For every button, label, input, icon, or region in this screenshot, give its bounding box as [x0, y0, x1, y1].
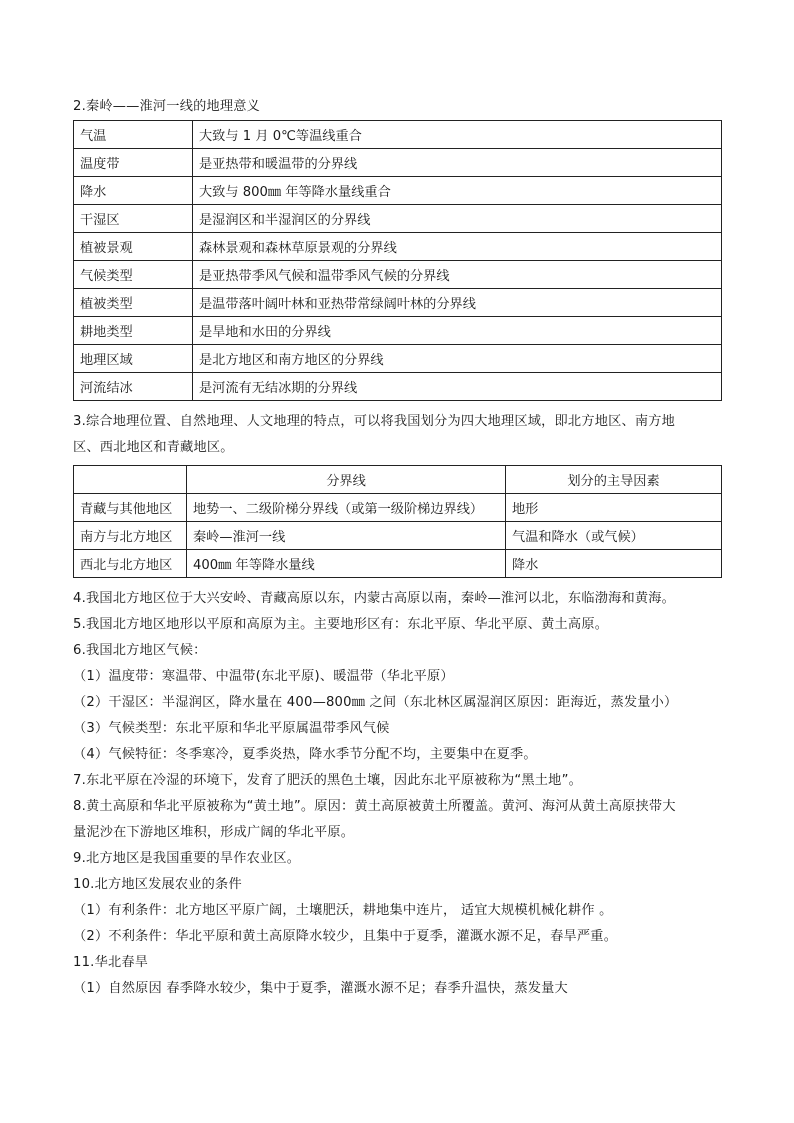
- table-cell: 西北与北方地区: [74, 550, 187, 578]
- paragraph-3-line-1: 3.综合地理位置、自然地理、人文地理的特点，可以将我国划分为四大地理区域，即北方地区、南方地: [73, 414, 676, 429]
- table-cell: 气候类型: [74, 261, 193, 289]
- text-line: 8.黄土高原和华北平原被称为“黄土地”。原因：黄土高原被黄土所覆盖。黄河、海河从黄土高原挟带大: [73, 799, 676, 814]
- text-line: 10.北方地区发展农业的条件: [73, 877, 242, 892]
- table-cell: 森林景观和森林草原景观的分界线: [193, 233, 722, 261]
- table-cell: 地势一、二级阶梯分界线（或第一级阶梯边界线）: [187, 494, 506, 522]
- text-line: （1）有利条件：北方地区平原广阔，土壤肥沃，耕地集中连片， 适宜大规模机械化耕作 。: [73, 903, 613, 918]
- table-cell: 干湿区: [74, 205, 193, 233]
- table-cell: 温度带: [74, 149, 193, 177]
- table-row: [74, 205, 722, 233]
- table-cell: 是亚热带和暖温带的分界线: [193, 149, 722, 177]
- table-row: [74, 233, 722, 261]
- table-row: [74, 289, 722, 317]
- table-cell: 气温和降水（或气候）: [506, 522, 722, 550]
- body-text: [73, 586, 723, 1002]
- table-cell: 是温带落叶阔叶林和亚热带常绿阔叶林的分界线: [193, 289, 722, 317]
- regional-boundary-table: [73, 465, 722, 578]
- table-row: [74, 317, 722, 345]
- table-cell: 地理区域: [74, 345, 193, 373]
- table-row: [74, 494, 722, 522]
- table-cell: 耕地类型: [74, 317, 193, 345]
- table-cell: 大致与 800㎜ 年等降水量线重合: [193, 177, 722, 205]
- table-cell: 秦岭—淮河一线: [187, 522, 506, 550]
- table-header-cell: 划分的主导因素: [506, 466, 722, 494]
- table-cell: 河流结冰: [74, 373, 193, 401]
- table-cell: 是亚热带季风气候和温带季风气候的分界线: [193, 261, 722, 289]
- table-row: [74, 550, 722, 578]
- table-cell: 降水: [506, 550, 722, 578]
- text-line: （3）气候类型：东北平原和华北平原属温带季风气候: [73, 721, 390, 736]
- table-cell: 是河流有无结冰期的分界线: [193, 373, 722, 401]
- table-row: [74, 522, 722, 550]
- text-line: （2）不利条件：华北平原和黄土高原降水较少，且集中于夏季，灌溉水源不足，春旱严重。: [73, 929, 618, 944]
- text-line: （2）干湿区：半湿润区，降水量在 400—800㎜ 之间（东北林区属湿润区原因：距海近，蒸发量小）: [73, 695, 678, 710]
- table-cell: 400㎜ 年等降水量线: [187, 550, 506, 578]
- text-line: 9.北方地区是我国重要的旱作农业区。: [73, 851, 301, 866]
- table-header-cell: 分界线: [187, 466, 506, 494]
- paragraph-3-line-2: 区、西北地区和青藏地区。: [73, 440, 234, 455]
- table-cell: 植被景观: [74, 233, 193, 261]
- document-page: [73, 94, 723, 1002]
- table-cell: 南方与北方地区: [74, 522, 187, 550]
- text-line: 4.我国北方地区位于大兴安岭、青藏高原以东，内蒙古高原以南，秦岭—淮河以北，东临渤海和黄海。: [73, 591, 676, 606]
- text-line: （1）自然原因 春季降水较少，集中于夏季，灌溉水源不足；春季升温快，蒸发量大: [73, 981, 568, 996]
- table-header-row: [74, 466, 722, 494]
- section-heading-2: 2.秦岭——淮河一线的地理意义: [73, 99, 261, 114]
- table-cell: 大致与 1 月 0℃等温线重合: [193, 121, 722, 149]
- table-row: [74, 373, 722, 401]
- text-line: 5.我国北方地区地形以平原和高原为主。主要地形区有：东北平原、华北平原、黄土高原。: [73, 617, 609, 632]
- table-row: [74, 121, 722, 149]
- table-header-cell: [74, 466, 187, 494]
- qinling-huaihe-significance-table: [73, 120, 722, 401]
- text-line: 11.华北春旱: [73, 955, 149, 970]
- table-row: [74, 149, 722, 177]
- table-row: [74, 177, 722, 205]
- table-cell: 是旱地和水田的分界线: [193, 317, 722, 345]
- table-row: [74, 345, 722, 373]
- text-line: （4）气候特征：冬季寒冷，夏季炎热，降水季节分配不均，主要集中在夏季。: [73, 747, 537, 762]
- text-line: 6.我国北方地区气候：: [73, 643, 207, 658]
- text-line: 量泥沙在下游地区堆积，形成广阔的华北平原。: [73, 825, 355, 840]
- table-cell: 植被类型: [74, 289, 193, 317]
- table-row: [74, 261, 722, 289]
- text-line: （1）温度带：寒温带、中温带(东北平原)、暖温带（华北平原）: [73, 669, 454, 684]
- text-line: 7.东北平原在冷湿的环境下，发育了肥沃的黑色土壤，因此东北平原被称为“黑土地”。: [73, 773, 582, 788]
- table-cell: 是北方地区和南方地区的分界线: [193, 345, 722, 373]
- table-cell: 气温: [74, 121, 193, 149]
- table-cell: 降水: [74, 177, 193, 205]
- table-cell: 青藏与其他地区: [74, 494, 187, 522]
- table-cell: 地形: [506, 494, 722, 522]
- table-cell: 是湿润区和半湿润区的分界线: [193, 205, 722, 233]
